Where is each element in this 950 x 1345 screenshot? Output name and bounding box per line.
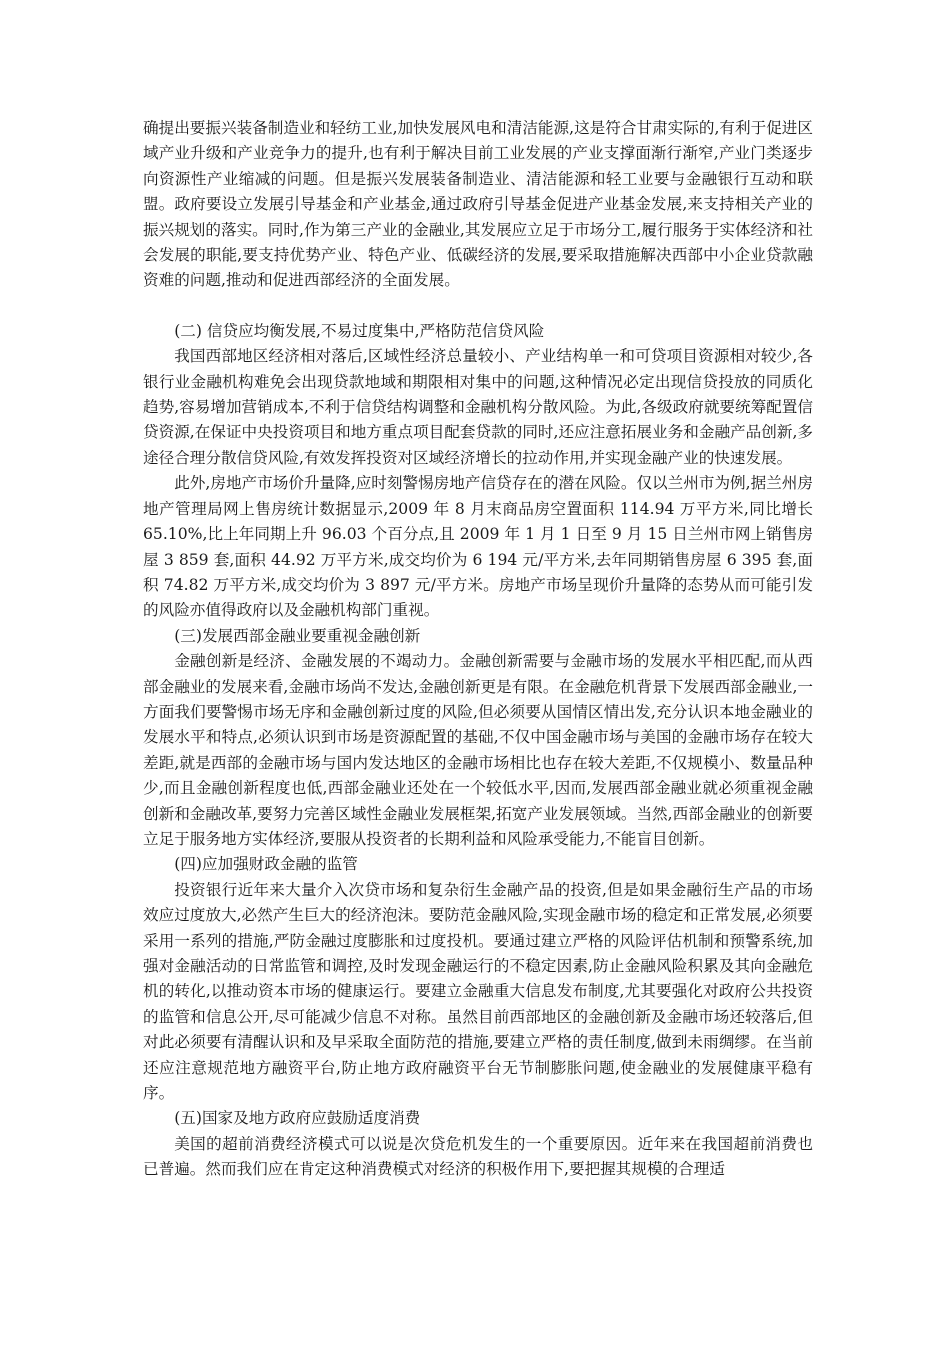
paragraph-credit-concentration: 我国西部地区经济相对落后,区域性经济总量较小、产业结构单一和可贷项目资源相对较少,各银行业金融机构难免会出现贷款地域和期限相对集中的问题,这种情况必定出现信贷投放的同质化趋势,容易增加营销成本,不利于信贷结构调整和金融机构分散风险。为此,各级政府就要统筹配置信贷资源,在保证中央投资项目和地方重点项目配套贷款的同时,还应注意拓展业务和金融产品创新,多途径合理分散信贷风险,有效发挥投资对区域经济增长的拉动作用,并实现金融产业的快速发展。 <box>143 347 813 467</box>
section-gap <box>143 294 813 319</box>
paragraph-supervision: 投资银行近年来大量介入次贷市场和复杂衍生金融产品的投资,但是如果金融衍生产品的市场效应过度放大,必然产生巨大的经济泡沫。要防范金融风险,实现金融市场的稳定和正常发展,必须要采用一系列的措施,严防金融过度膨胀和过度投机。要通过建立严格的风险评估机制和预警系统,加强对金融活动的日常监管和调控,及时发现金融运行的不稳定因素,防止金融风险积累及其向金融危机的转化,以推动资本市场的健康运行。要建立金融重大信息发布制度,尤其要强化对政府公共投资的监管和信息公开,尽可能减少信息不对称。虽然目前西部地区的金融创新及金融市场还较落后,但对此必须要有清醒认识和及早采取全面防范的措施,要建立严格的责任制度,做到未雨绸缪。在当前还应注意规范地方融资平台,防止地方政府融资平台无节制膨胀问题,使金融业的发展健康平稳有序。 <box>143 880 813 1103</box>
paragraph-real-estate-risk: 此外,房地产市场价升量降,应时刻警惕房地产信贷存在的潜在风险。仅以兰州市为例,据兰州房地产管理局网上售房统计数据显示,2009 年 8 月末商品房空置面积 114.94 万平方米,同比增长 65.10%,比上年同期上升 96.03 个百分点,且 2009 年 1 月 1 日至 9 月 15 日兰州市网上销售房屋 3 859 套,面积 44.92 万平方米,成交均价为 6 194 元/平方米,去年同期销售房屋 6 395 套,面积 74.82 万平方米,成交均价为 3 897 元/平方米。房地产市场呈现价升量降的态势从而可能引发的风险亦值得政府以及金融机构部门重视。 <box>143 474 813 620</box>
section-heading-credit-balance: (二) 信贷应均衡发展,不易过度集中,严格防范信贷风险 <box>174 321 545 340</box>
section-heading-consumption: (五)国家及地方政府应鼓励适度消费 <box>174 1109 421 1128</box>
section-heading-financial-innovation: (三)发展西部金融业要重视金融创新 <box>174 626 421 645</box>
paragraph-financial-innovation: 金融创新是经济、金融发展的不竭动力。金融创新需要与金融市场的发展水平相匹配,而从西部金融业的发展来看,金融市场尚不发达,金融创新更是有限。在金融危机背景下发展西部金融业,一方面我们要警惕市场无序和金融创新过度的风险,但必须要从国情区情出发,充分认识本地金融业的发展水平和特点,必须认识到市场是资源配置的基础,不仅中国金融市场与美国的金融市场存在较大差距,就是西部的金融市场与国内发达地区的金融市场相比也存在较大差距,不仅规模小、数量品种少,而且金融创新程度也低,西部金融业还处在一个较低水平,因而,发展西部金融业就必须重视金融创新和金融改革,要努力完善区域性金融业发展框架,拓宽产业发展领域。当然,西部金融业的创新要立足于服务地方实体经济,要服从投资者的长期利益和风险承受能力,不能盲目创新。 <box>143 652 813 848</box>
document-page <box>143 116 813 1183</box>
paragraph-industry-finance: 确提出要振兴装备制造业和轻纺工业,加快发展风电和清洁能源,这是符合甘肃实际的,有利于促进区域产业升级和产业竞争力的提升,也有利于解决目前工业发展的产业支撑面渐行渐窄,产业门类逐步向资源性产业缩减的问题。但是振兴发展装备制造业、清洁能源和轻工业要与金融银行互动和联盟。政府要设立发展引导基金和产业基金,通过政府引导基金促进产业基金发展,来支持相关产业的振兴规划的落实。同时,作为第三产业的金融业,其发展应立足于市场分工,履行服务于实体经济和社会发展的职能,要支持优势产业、特色产业、低碳经济的发展,要采取措施解决西部中小企业贷款融资难的问题,推动和促进西部经济的全面发展。 <box>143 119 813 290</box>
paragraph-consumption: 美国的超前消费经济模式可以说是次贷危机发生的一个重要原因。近年来在我国超前消费也已普遍。然而我们应在肯定这种消费模式对经济的积极作用下,要把握其规模的合理适 <box>143 1134 813 1179</box>
section-heading-supervision: (四)应加强财政金融的监管 <box>174 855 358 874</box>
